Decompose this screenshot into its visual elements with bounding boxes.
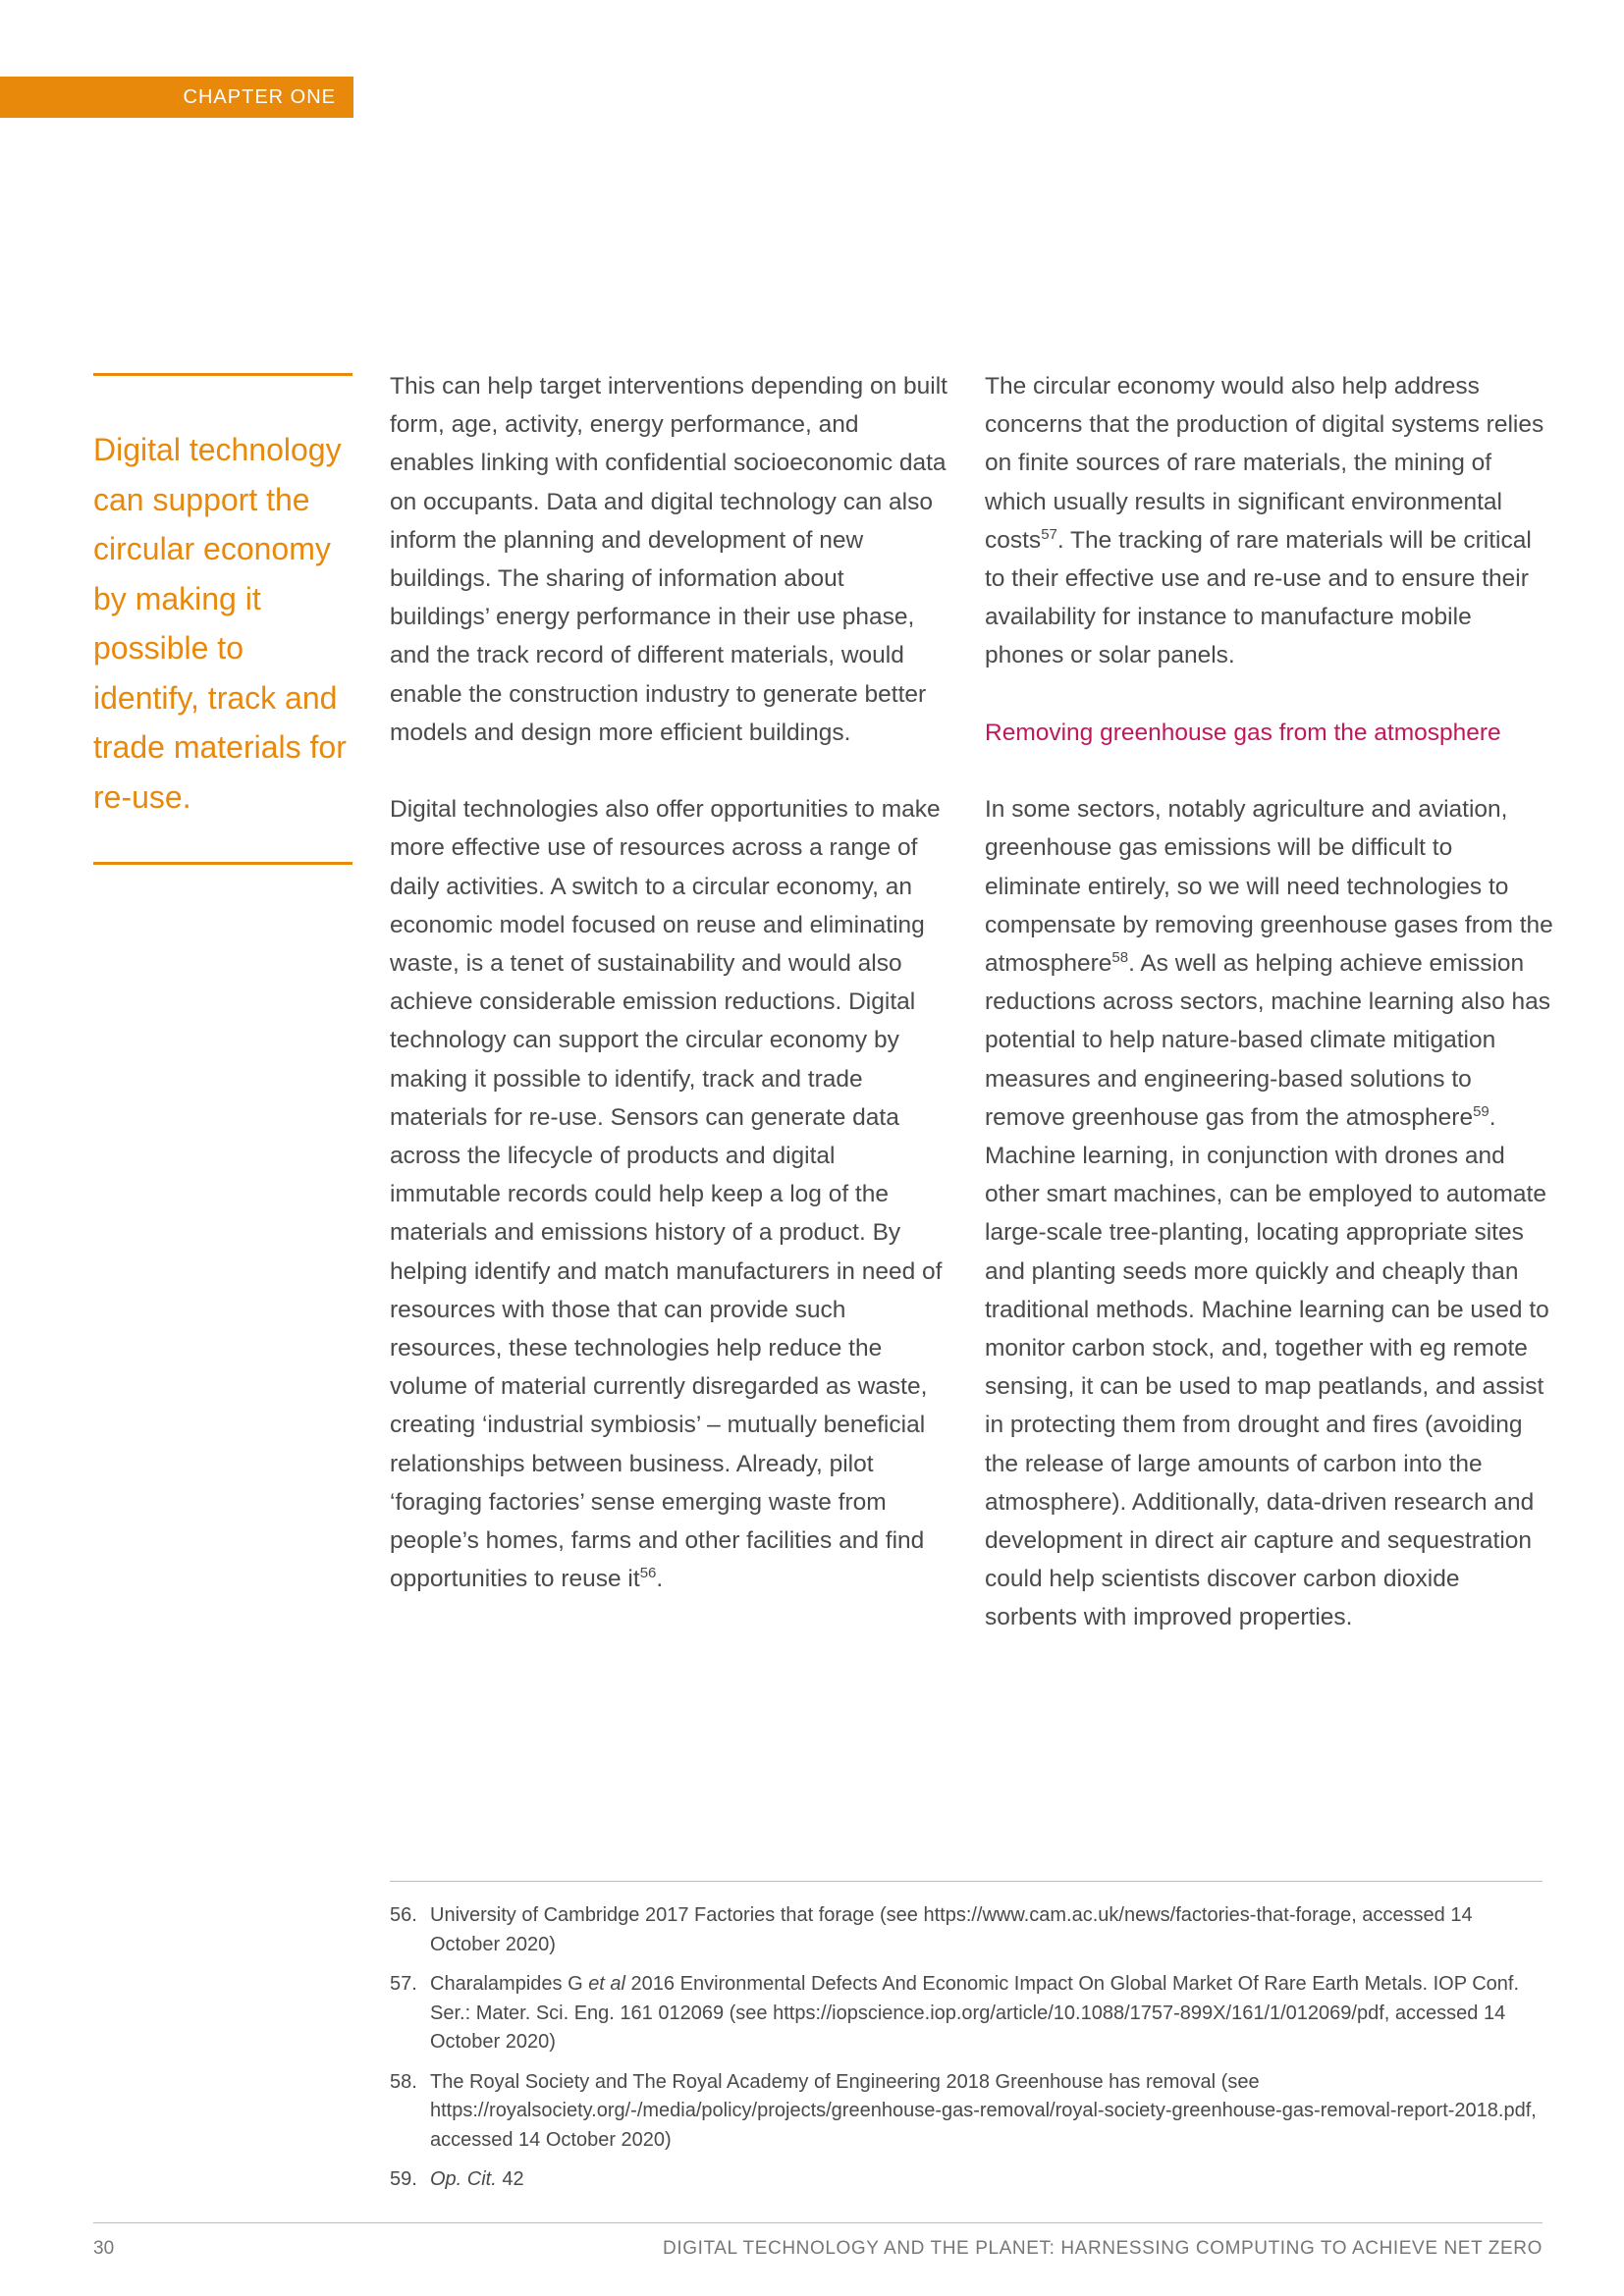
left-column <box>390 367 949 1637</box>
footnote-59 <box>390 2165 1543 2195</box>
footnote-text: University of Cambridge 2017 Factories that forage (see https://www.cam.ac.uk/news/factories-that-forage, accessed 14 October 2020) <box>430 1904 1473 1955</box>
chapter-label: CHAPTER ONE <box>0 77 353 118</box>
footnote-number: 57. <box>390 1973 417 1995</box>
footnote-ref-57[interactable]: 57 <box>1041 525 1057 543</box>
footnote-text-emphasis: Op. Cit. <box>430 2168 497 2190</box>
right-column <box>985 367 1554 1676</box>
footnote-ref-59[interactable]: 59 <box>1473 1102 1489 1120</box>
footnote-ref-58[interactable]: 58 <box>1111 949 1129 967</box>
right-paragraph-1-text-b: . The tracking of rare materials will be critical to their effective use and re-use and to ensure their availability for instance to manufacture mobile phones or solar panels. <box>985 526 1532 669</box>
footnote-ref-56[interactable]: 56 <box>639 1565 657 1582</box>
footnote-text <box>430 1970 1543 2057</box>
left-paragraph-2-text: Digital technologies also offer opportunities to make more effective use of resources across a range of daily activities. A switch to a circular economy, an economic model focused on reuse and eliminating waste, is a tenet of sustainability and would also achieve considerable emission reductions. Digital technology can support the circular economy by making it possible to identify, track and trade materials for re-use. Sensors can generate data across the lifecycle of products and digital immutable records could help keep a log of the materials and emissions history of a product. By helping identify and match manufacturers in need of resources with those that can provide such resources, these technologies help reduce the volume of material currently disregarded as waste, creating ‘industrial symbiosis’ – mutually beneficial relationships between business. Already, pilot ‘foraging factories’ sense emerging waste from people’s homes, farms and other facilities and find opportunities to reuse it <box>390 796 943 1593</box>
right-paragraph-2-text-a: In some sectors, notably agriculture and aviation, greenhouse gas emissions will be difficult to eliminate entirely, so we will need technologies to compensate by removing greenhouse gases from the atmosphere <box>985 796 1553 978</box>
right-paragraph-2-text-b: . As well as helping achieve emission reductions across sectors, machine learning also has potential to help nature-based climate mitigation measures and engineering-based solutions to remove greenhouse gas from the atmosphere <box>985 950 1551 1131</box>
footnote-58 <box>390 2068 1543 2156</box>
footnote-56 <box>390 1901 1543 1959</box>
right-paragraph-2 <box>985 790 1554 1636</box>
footnote-number: 58. <box>390 2070 417 2093</box>
footnote-text-emphasis: et al <box>588 1973 625 1995</box>
pull-quote-text: Digital technology can support the circular economy by making it possible to identify, track and trade materials for re-use. <box>93 432 347 815</box>
left-paragraph-2-end: . <box>656 1566 664 1593</box>
footnote-text-b: 42 <box>496 2168 524 2190</box>
right-paragraph-1 <box>985 367 1554 675</box>
footnote-text <box>430 2165 1543 2195</box>
footnote-text-a: Charalampides G <box>430 1973 589 1995</box>
footnote-57 <box>390 1970 1543 2057</box>
pull-quote <box>93 373 352 865</box>
footnote-number: 59. <box>390 2168 417 2190</box>
left-paragraph-2 <box>390 790 949 1598</box>
footnote-text: The Royal Society and The Royal Academy of Engineering 2018 Greenhouse has removal (see https://royalsociety.org/-/media/policy/projects/greenhouse-gas-removal/royal-society-greenhouse-gas-removal-report-2018.pdf, accessed 14 October 2020) <box>430 2070 1537 2151</box>
page-number: 30 <box>93 2238 115 2259</box>
running-footer-title: DIGITAL TECHNOLOGY AND THE PLANET: HARNESSING COMPUTING TO ACHIEVE NET ZERO <box>663 2238 1543 2259</box>
left-paragraph-1: This can help target interventions depending on built form, age, activity, energy performance, and enables linking with confidential socioeconomic data on occupants. Data and digital technology can also inform the planning and development of new buildings. The sharing of information about buildings’ energy performance in their use phase, and the track record of different materials, would enable the construction industry to generate better models and design more efficient buildings. <box>390 373 947 746</box>
right-paragraph-2-text-c: . Machine learning, in conjunction with drones and other smart machines, can be employed to automate large-scale tree-planting, locating appropriate sites and planting seeds more quickly and cheaply than traditional methods. Machine learning can be used to monitor carbon stock, and, together with eg remote sensing, it can be used to map peatlands, and assist in protecting them from drought and fires (avoiding the release of large amounts of carbon into the atmosphere). Additionally, data-driven research and development in direct air capture and sequestration could help scientists discover carbon dioxide sorbents with improved properties. <box>985 1103 1549 1631</box>
footnotes <box>390 1881 1543 2206</box>
right-paragraph-1-text-a: The circular economy would also help address concerns that the production of digital systems relies on finite sources of rare materials, the mining of which usually results in significant environmental costs <box>985 373 1544 554</box>
footer-divider <box>93 2222 1543 2223</box>
section-subheading: Removing greenhouse gas from the atmosphere <box>985 719 1501 746</box>
footnote-text-b: 2016 Environmental Defects And Economic Impact On Global Market Of Rare Earth Metals. IOP Conf. Ser.: Mater. Sci. Eng. 161 012069 (see https://iopscience.iop.org/article/10.1088/1757-899X/161/1/012069/pdf, accessed 14 October 2020) <box>430 1973 1520 2053</box>
footnote-number: 56. <box>390 1904 417 1926</box>
